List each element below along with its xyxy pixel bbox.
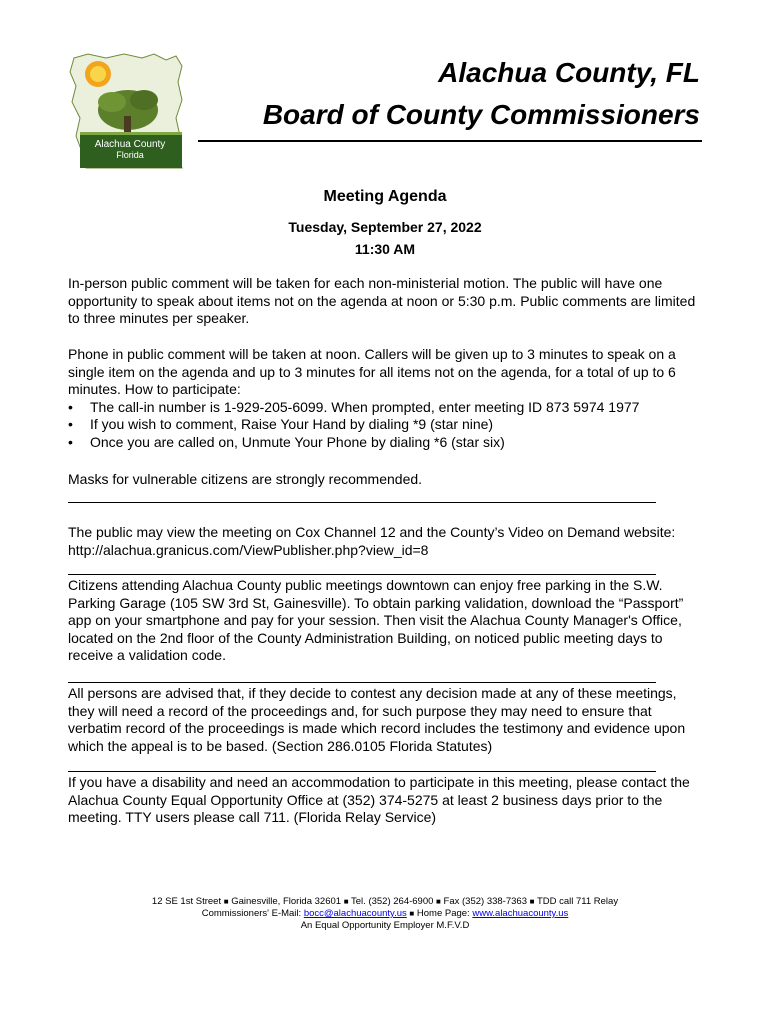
separator-icon: ■ (436, 897, 441, 906)
in-person-comment-paragraph (68, 275, 698, 328)
page-footer (0, 896, 770, 932)
parking-text: Citizens attending Alachua County public meetings downtown can enjoy free parking in the S.W. Parking Garage (105 SW 3rd St, Gainesville). To obtain parking validation, download the “Passport” app on your smartphone and pay for your session. Then visit the Alachua County Manager's Office, located on the 2nd floor of the County Administration Building, on noticed public meeting days to receive a validation code. (68, 577, 684, 664)
separator-icon: ■ (409, 909, 415, 918)
commissioners-email-link[interactable]: bocc@alachuacounty.us (303, 908, 407, 919)
phone-comment-section (68, 346, 698, 452)
masks-notice (68, 471, 698, 489)
bullet-icon: • (68, 433, 73, 450)
alachua-county-logo (66, 52, 184, 170)
accessibility-paragraph (68, 774, 698, 827)
title-divider (198, 140, 702, 142)
footer-email-label: Commissioners' E-Mail: (201, 908, 302, 919)
bullet-text: The call-in number is 1-929-205-6099. When prompted, enter meeting ID 873 5974 1977 (90, 398, 640, 415)
separator-icon: ■ (529, 897, 535, 906)
bullet-text: If you wish to comment, Raise Your Hand by dialing *9 (star nine) (90, 416, 494, 433)
footer-tel: Tel. (352) 264-6900 (351, 896, 434, 907)
footer-contact-line (0, 896, 770, 908)
section-divider (68, 502, 656, 503)
appeal-notice-paragraph (68, 685, 698, 755)
in-person-text: In-person public comment will be taken for each non-ministerial motion. The public will have one opportunity to speak about items not on the agenda at noon or 5:30 p.m. Public comments are limited to three minutes per speaker. (68, 275, 696, 327)
list-item (68, 434, 698, 452)
footer-address: 12 SE 1st Street (151, 896, 222, 907)
list-item (68, 399, 698, 417)
bullet-text: Once you are called on, Unmute Your Phone by dialing *6 (star six) (90, 433, 505, 450)
title-board: Board of County Commissioners (262, 99, 700, 130)
separator-icon: ■ (343, 897, 349, 906)
phone-intro-text: Phone in public comment will be taken at noon. Callers will be given up to 3 minutes to speak on a single item on the agenda and up to 3 minutes for all items not on the agenda, for a total of up to 6 minutes. How to participate: (68, 346, 676, 398)
viewing-info-text: The public may view the meeting on Cox Channel 12 and the County’s Video on Demand website: http://alachua.granicus.com/ViewPublisher.php?view_id=8 (68, 524, 676, 558)
logo-text-county: Alachua County (94, 139, 166, 150)
section-divider (68, 574, 656, 575)
home-page-link[interactable]: www.alachuacounty.us (472, 908, 569, 919)
title-county: Alachua County, FL (438, 57, 700, 88)
section-divider (68, 771, 656, 772)
section-divider (68, 682, 656, 683)
meeting-date: Tuesday, September 27, 2022 (288, 219, 482, 235)
footer-home-label: Home Page: (416, 908, 470, 919)
footer-fax: Fax (352) 338-7363 (443, 896, 527, 907)
footer-eoe: An Equal Opportunity Employer M.F.V.D (300, 920, 470, 931)
viewing-info-paragraph (68, 524, 698, 559)
participation-steps-list (68, 399, 698, 452)
accessibility-text: If you have a disability and need an accommodation to participate in this meeting, please contact the Alachua County Equal Opportunity Office at (352) 374-5275 at least 2 business days prior to the meeting. TTY users please call 711. (Florida Relay Service) (68, 774, 690, 826)
meeting-time: 11:30 AM (354, 241, 416, 257)
footer-tdd: TDD call 711 Relay (536, 896, 619, 907)
masks-text: Masks for vulnerable citizens are strongly recommended. (68, 471, 423, 487)
letterhead-title (263, 52, 700, 136)
bullet-icon: • (68, 416, 73, 433)
logo-text-state: Florida (116, 150, 144, 160)
bullet-icon: • (68, 398, 73, 415)
parking-paragraph (68, 577, 698, 665)
footer-links-line (0, 908, 770, 920)
separator-icon: ■ (223, 897, 229, 906)
list-item (68, 416, 698, 434)
appeal-notice-text: All persons are advised that, if they decide to contest any decision made at any of these meetings, they will need a record of the proceedings and, for such purpose they may need to ensure that verbatim record of the proceedings is made which record includes the testimony and evidence upon which the appeal is to be based. (Section 286.0105 Florida Statutes) (68, 685, 686, 754)
agenda-heading: Meeting Agenda (323, 188, 447, 205)
footer-city: Gainesville, Florida 32601 (231, 896, 342, 907)
